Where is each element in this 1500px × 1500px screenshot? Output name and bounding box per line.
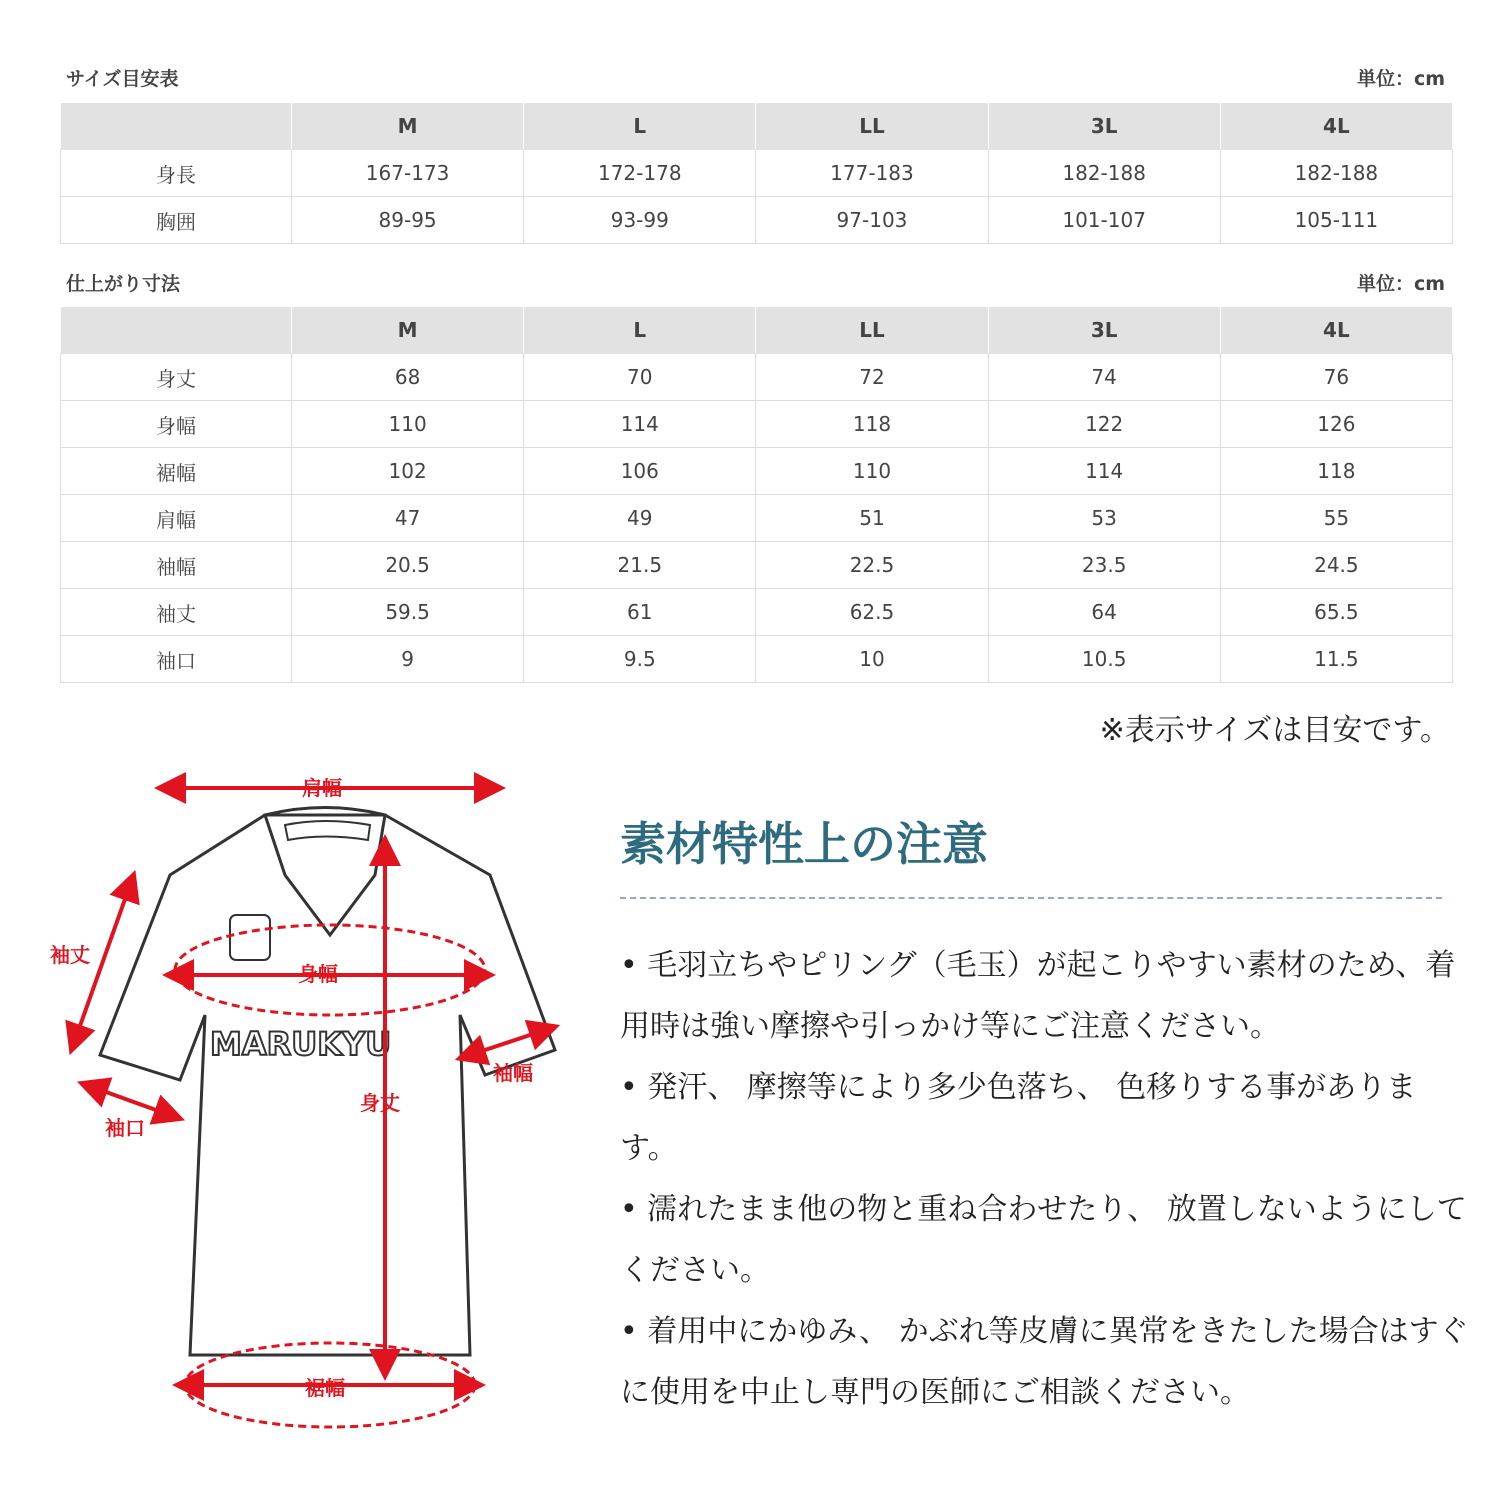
table-cell: 65.5 [1220, 589, 1452, 636]
column-header: L [524, 103, 756, 150]
table-cell: 68 [292, 354, 524, 401]
table-cell: 74 [988, 354, 1220, 401]
table-cell: 55 [1220, 495, 1452, 542]
column-header: 4L [1220, 307, 1452, 354]
size-guide-title: サイズ目安表 [66, 68, 179, 90]
row-label: 袖丈 [61, 589, 292, 636]
table-cell: 118 [756, 401, 988, 448]
table-row [61, 197, 1453, 244]
column-header: M [292, 307, 524, 354]
table-cell: 11.5 [1220, 636, 1452, 683]
caution-item: • 濡れたまま他の物と重ね合わせたり、 放置しないようにしてください。 [620, 1192, 1467, 1288]
table-cell: 167-173 [292, 150, 524, 197]
finished-table [60, 306, 1453, 683]
table-cell: 106 [524, 448, 756, 495]
table-cell: 182-188 [1220, 150, 1452, 197]
table-row [61, 150, 1453, 197]
table-cell: 64 [988, 589, 1220, 636]
table-cell: 9.5 [524, 636, 756, 683]
table-cell: 20.5 [292, 542, 524, 589]
column-header: LL [756, 307, 988, 354]
label-shoulder: 肩幅 [302, 776, 342, 800]
header-row [61, 307, 1453, 354]
table-cell: 93-99 [524, 197, 756, 244]
table-cell: 89-95 [292, 197, 524, 244]
column-header: 3L [988, 307, 1220, 354]
row-label: 袖口 [61, 636, 292, 683]
table-cell: 118 [1220, 448, 1452, 495]
table-row [61, 636, 1453, 683]
table-cell: 97-103 [756, 197, 988, 244]
table-row [61, 542, 1453, 589]
shirt-outline [100, 808, 555, 1356]
caution-item: • 毛羽立ちやピリング（毛玉）が起こりやすい素材のため、着用時は強い摩擦や引っかけ等にご注意ください。 [620, 948, 1456, 1044]
table-cell: 76 [1220, 354, 1452, 401]
table-cell: 22.5 [756, 542, 988, 589]
table-row [61, 495, 1453, 542]
table-cell: 61 [524, 589, 756, 636]
table-row [61, 354, 1453, 401]
table-cell: 9 [292, 636, 524, 683]
caution-item: • 発汗、 摩擦等により多少色落ち、 色移りする事がありま す。 [620, 1070, 1417, 1166]
row-label: 胸囲 [61, 197, 292, 244]
column-header: 3L [988, 103, 1220, 150]
table-cell: 62.5 [756, 589, 988, 636]
label-chest: 身幅 [298, 962, 338, 986]
column-header: M [292, 103, 524, 150]
column-header [61, 307, 292, 354]
row-label: 肩幅 [61, 495, 292, 542]
table-cell: 72 [756, 354, 988, 401]
row-label: 身幅 [61, 401, 292, 448]
label-cuff: 袖口 [105, 1116, 145, 1140]
column-header: LL [756, 103, 988, 150]
table-cell: 114 [524, 401, 756, 448]
label-hem: 裾幅 [305, 1376, 345, 1400]
label-sleeve-length: 袖丈 [50, 943, 90, 967]
table-cell: 105-111 [1220, 197, 1452, 244]
table-cell: 70 [524, 354, 756, 401]
row-label: 裾幅 [61, 448, 292, 495]
table-cell: 122 [988, 401, 1220, 448]
table-row [61, 448, 1453, 495]
row-label: 身長 [61, 150, 292, 197]
column-header [61, 103, 292, 150]
caution-list [620, 935, 1470, 1423]
table-cell: 21.5 [524, 542, 756, 589]
table-cell: 182-188 [988, 150, 1220, 197]
size-note: ※表示サイズは目安です。 [1099, 713, 1450, 748]
divider [620, 897, 1442, 899]
table-row [61, 589, 1453, 636]
table-cell: 53 [988, 495, 1220, 542]
table-cell: 10 [756, 636, 988, 683]
size-guide-unit: 単位：cm [1356, 68, 1445, 90]
finished-title: 仕上がり寸法 [66, 273, 181, 295]
table-cell: 172-178 [524, 150, 756, 197]
table-cell: 59.5 [292, 589, 524, 636]
table-row [61, 401, 1453, 448]
label-sleeve-width: 袖幅 [493, 1061, 533, 1085]
column-header: 4L [1220, 103, 1452, 150]
column-header: L [524, 307, 756, 354]
header-row [61, 103, 1453, 150]
row-label: 袖幅 [61, 542, 292, 589]
table-cell: 110 [292, 401, 524, 448]
table-cell: 10.5 [988, 636, 1220, 683]
table-cell: 177-183 [756, 150, 988, 197]
table-cell: 49 [524, 495, 756, 542]
table-cell: 51 [756, 495, 988, 542]
table-cell: 101-107 [988, 197, 1220, 244]
brand-logo: MARUKYU [210, 1025, 392, 1063]
table-cell: 47 [292, 495, 524, 542]
table-cell: 114 [988, 448, 1220, 495]
label-length: 身丈 [360, 1091, 400, 1115]
shirt-diagram [30, 755, 570, 1445]
caution-item: • 着用中にかゆみ、 かぶれ等皮膚に異常をきたした場合はすぐに使用を中止し専門の医師にご相談ください。 [620, 1314, 1469, 1410]
table-cell: 110 [756, 448, 988, 495]
table-cell: 24.5 [1220, 542, 1452, 589]
caution-heading: 素材特性上の注意 [620, 817, 988, 871]
table-cell: 23.5 [988, 542, 1220, 589]
finished-unit: 単位：cm [1356, 273, 1445, 295]
row-label: 身丈 [61, 354, 292, 401]
table-cell: 102 [292, 448, 524, 495]
table-cell: 126 [1220, 401, 1452, 448]
size-guide-table [60, 102, 1453, 244]
